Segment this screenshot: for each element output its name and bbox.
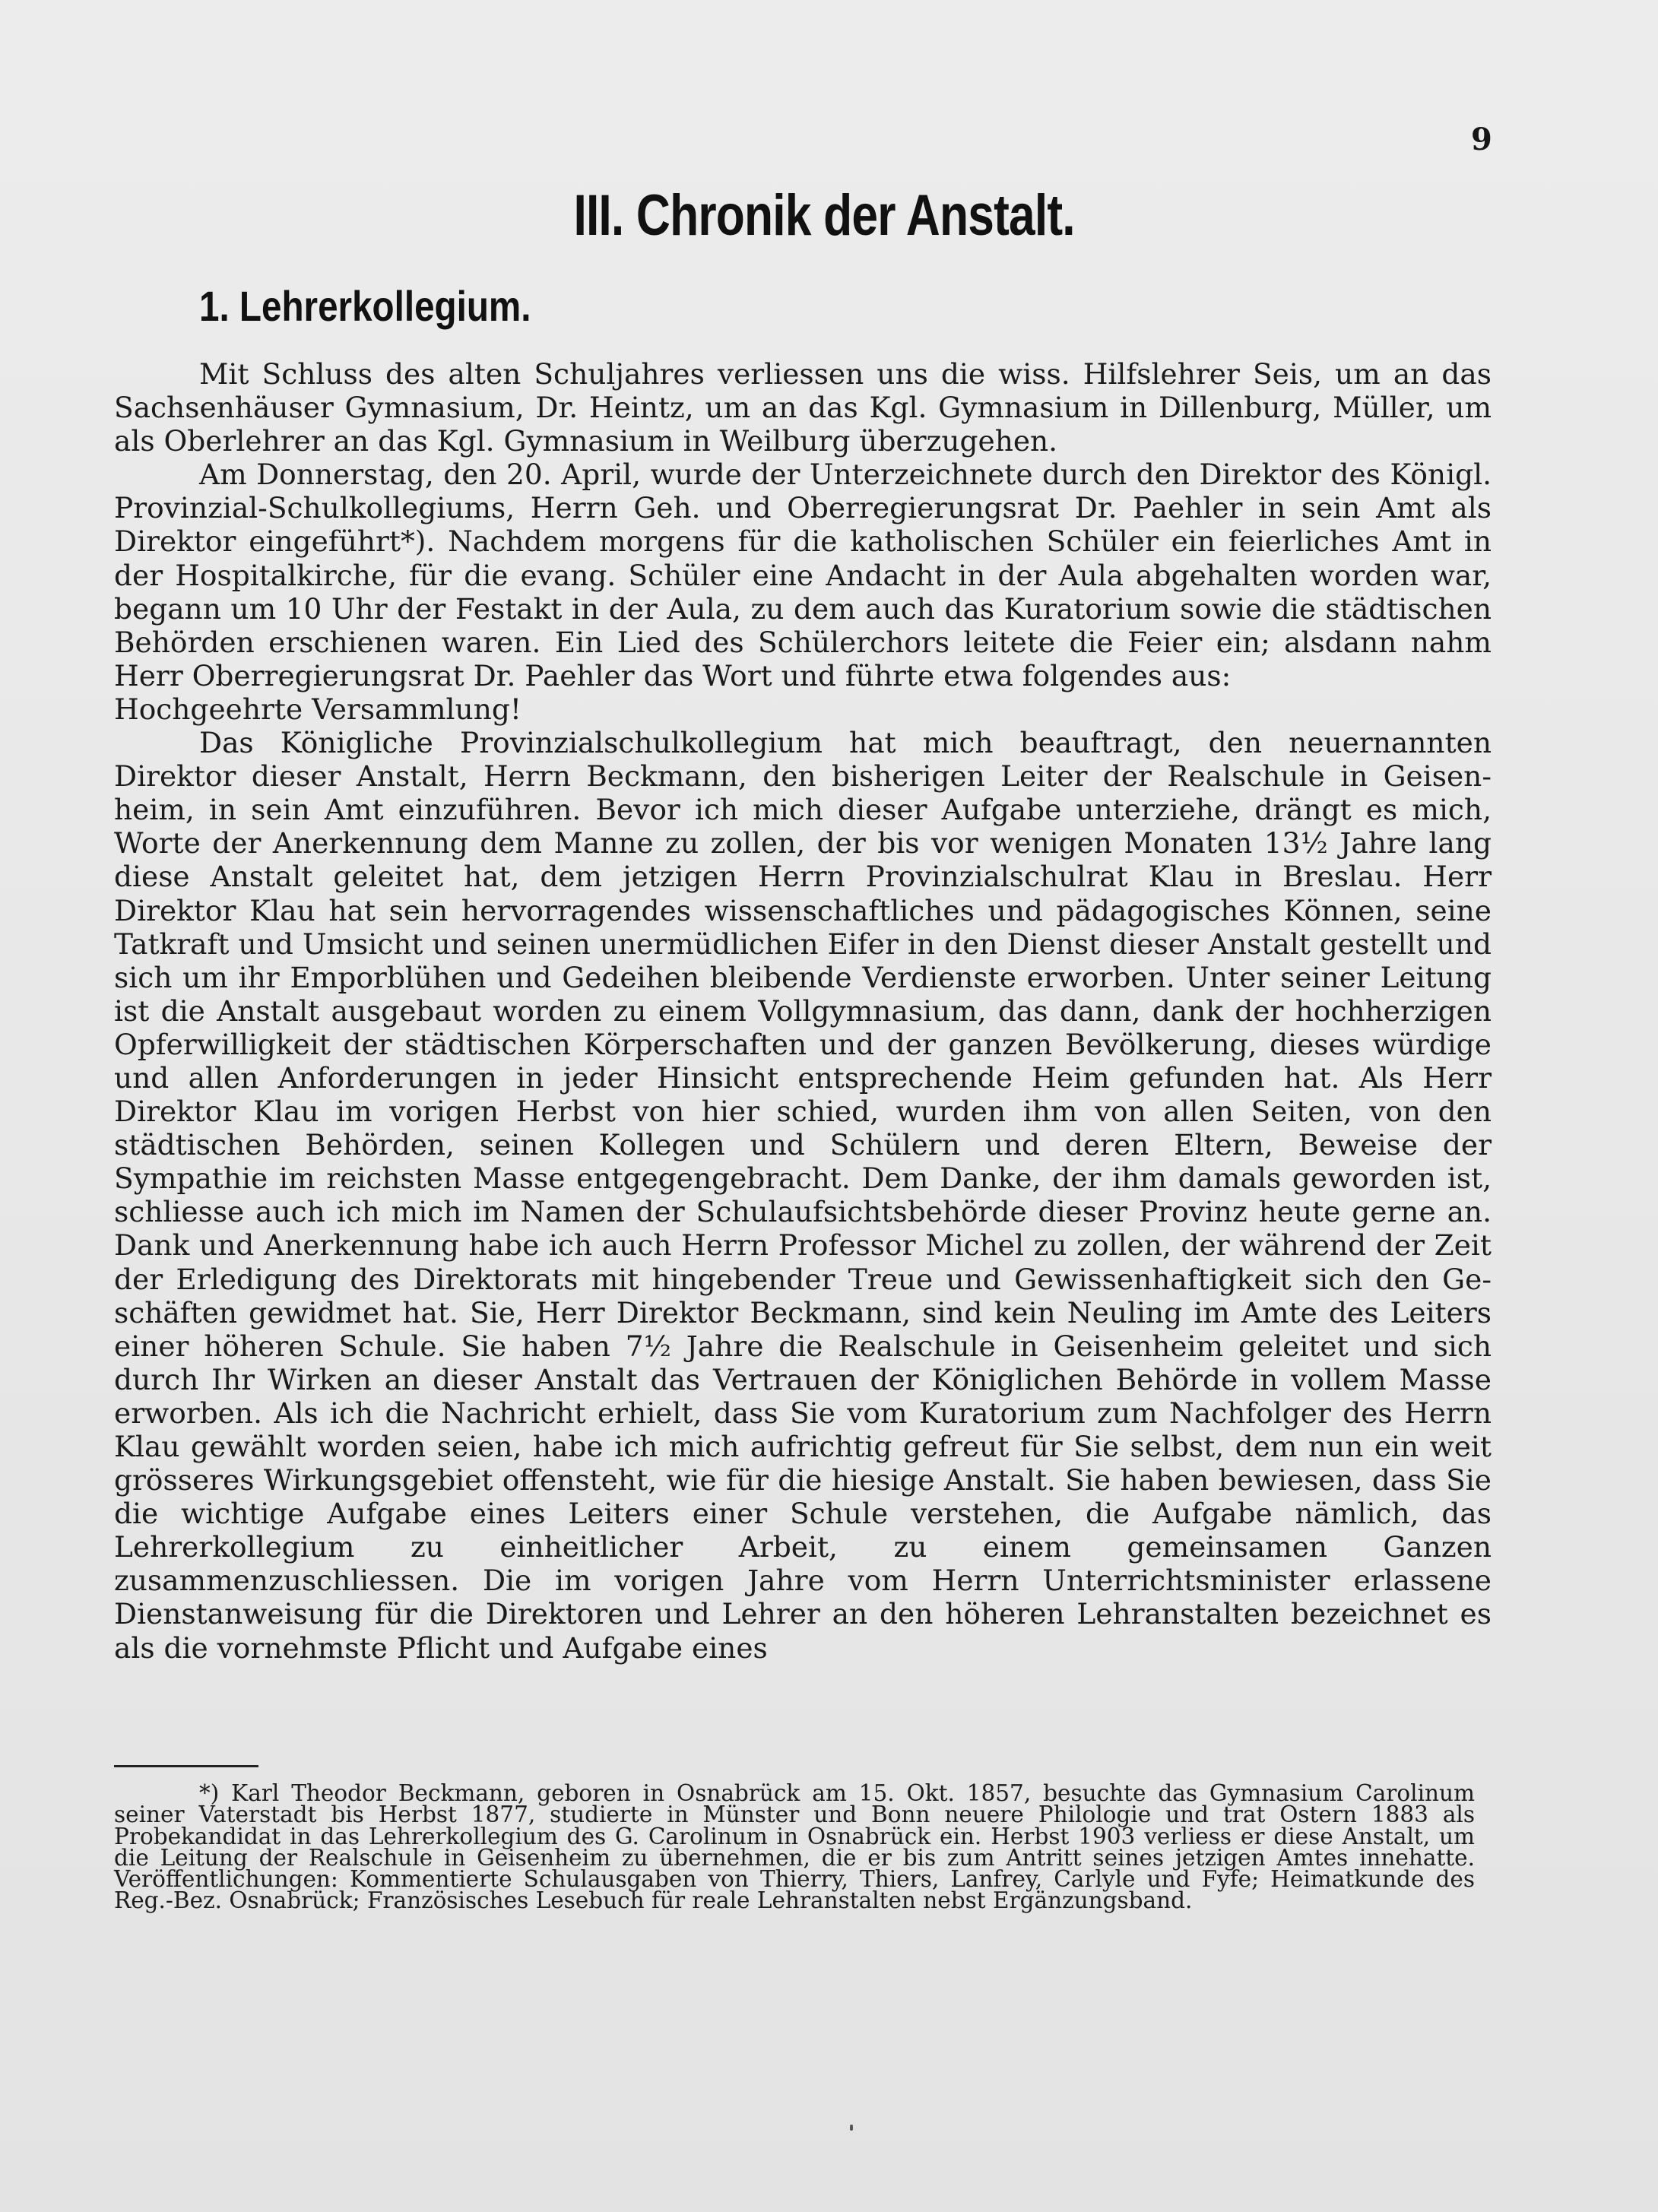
chapter-title: III. Chronik der Anstalt. — [573, 183, 1075, 248]
paragraph-installation: Am Donnerstag, den 20. April, wurde der Unterzeichnete durch den Direktor des Königl. Provinzial-Schulkollegiums, Herrn Geh. und Oberregierungsrat Dr. Paehler in sein Amt als Direktor eingeführt*). Nachdem morgens für die katholischen Schüler ein feierliches Amt in der Hospitalkirche, für die evang. Schüler eine Andacht in der Aula abgehalten worden war, begann um 10 Uhr der Festakt in der Aula, zu dem auch das Kuratorium sowie die städtischen Behörden erschienen waren. Ein Lied des Schülerchors leitete die Feier ein; alsdann nahm Herr Oberregierungsrat Dr. Paehler das Wort und führte etwa folgendes aus: — [114, 458, 1492, 692]
print-speck — [850, 2125, 853, 2131]
paragraph-departures: Mit Schluss des alten Schuljahres verliessen uns die wiss. Hilfslehrer Seis, um an das Sachsenhäuser Gymnasium, Dr. Heintz, um an das Kgl. Gymnasium in Dillenburg, Müller, um als Oberlehrer an das Kgl. Gymnasium in Weilburg überzugehen. — [114, 357, 1492, 458]
footnote-biography: *) Karl Theodor Beckmann, geboren in Osnabrück am 15. Okt. 1857, besuchte das Gymnasium Carolinum seiner Vaterstadt bis Herbst 1877, studierte in Münster und Bonn neuere Philologie und trat Ostern 1883 als Probekandidat in das Lehrerkollegium des G. Carolinum in Osnabrück ein. Herbst 1903 verliess er diese Anstalt, um die Leitung der Realschule in Geisenheim zu übernehmen, die er bis zum Antritt seines jetzigen Amtes innehatte. Veröffentlichungen: Kommentierte Schulausgaben von Thierry, Thiers, Lanfrey, Carlyle und Fyfe; Heimatkunde des Reg.-Bez. Osnabrück; Französisches Lesebuch für reale Lehranstalten nebst Ergänzungsband. — [114, 1780, 1475, 1914]
section-title: 1. Lehrerkollegium. — [199, 282, 531, 330]
page-number: 9 — [1471, 122, 1492, 157]
paragraph-speech: Das Königliche Provinzialschulkollegium hat mich beauftragt, den neuernannten Direktor dieser Anstalt, Herrn Beckmann, den bisherigen Leiter der Realschule in Geisenheim, in sein Amt einzuführen. Bevor ich mich dieser Aufgabe unterziehe, drängt es mich, Worte der Anerkennung dem Manne zu zollen, der bis vor wenigen Monaten 13½ Jahre lang diese Anstalt geleitet hat, dem jetzigen Herrn Provinzialschulrat Klau in Breslau. Herr Direktor Klau hat sein hervorragendes wissenschaftliches und pädagogisches Können, seine Tatkraft und Umsicht und seinen unermüdlichen Eifer in den Dienst dieser Anstalt gestellt und sich um ihr Emporblühen und Gedeihen bleibende Verdienste erworben. Unter seiner Leitung ist die Anstalt ausgebaut worden zu einem Vollgymnasium, das dann, dank der hochherzigen Opferwilligkeit der städtischen Körperschaften und der ganzen Bevölkerung, dieses würdige und allen Anforderungen in jeder Hinsicht entsprechende Heim gefunden hat. Als Herr Direktor Klau im vorigen Herbst von hier schied, wurden ihm von allen Seiten, von den städtischen Behörden, seinen Kollegen und Schülern und deren Eltern, Beweise der Sympathie im reichsten Masse entgegengebracht. Dem Danke, der ihm damals geworden ist, schliesse auch ich mich im Namen der Schulaufsichtsbehörde dieser Provinz heute gerne an. Dank und Anerkennung habe ich auch Herrn Professor Michel zu zollen, der während der Zeit der Erledigung des Direktorats mit hingebender Treue und Gewissenhaftigkeit sich den Geschäften gewidmet hat. Sie, Herr Direktor Beckmann, sind kein Neuling im Amte des Leiters einer höheren Schule. Sie haben 7½ Jahre die Realschule in Geisenheim geleitet und sich durch Ihr Wirken an dieser Anstalt das Vertrauen der Königlichen Behörde in vollem Masse erworben. Als ich die Nachricht erhielt, dass Sie vom Kuratorium zum Nachfolger des Herrn Klau gewählt worden seien, habe ich mich aufrichtig gefreut für Sie selbst, dem nun ein weit grösseres Wirkungsgebiet offensteht, wie für die hiesige Anstalt. Sie haben bewiesen, dass Sie die wichtige Aufgabe eines Leiters einer Schule verstehen, die Aufgabe nämlich, das Lehrerkollegium zu einheitlicher Arbeit, zu einem gemeinsamen Ganzen zusammenzuschliessen. Die im vorigen Jahre vom Herrn Unterrichtsminister erlassene Dienstanweisung für die Direktoren und Lehrer an den höheren Lehranstalten bezeichnet es als die vornehmste Pflicht und Aufgabe eines — [114, 726, 1492, 1665]
body-text — [114, 357, 1492, 1665]
footnotes — [114, 1780, 1475, 1914]
paragraph-salutation: Hochgeehrte Versammlung! — [114, 692, 521, 726]
footnote-divider — [114, 1765, 258, 1767]
